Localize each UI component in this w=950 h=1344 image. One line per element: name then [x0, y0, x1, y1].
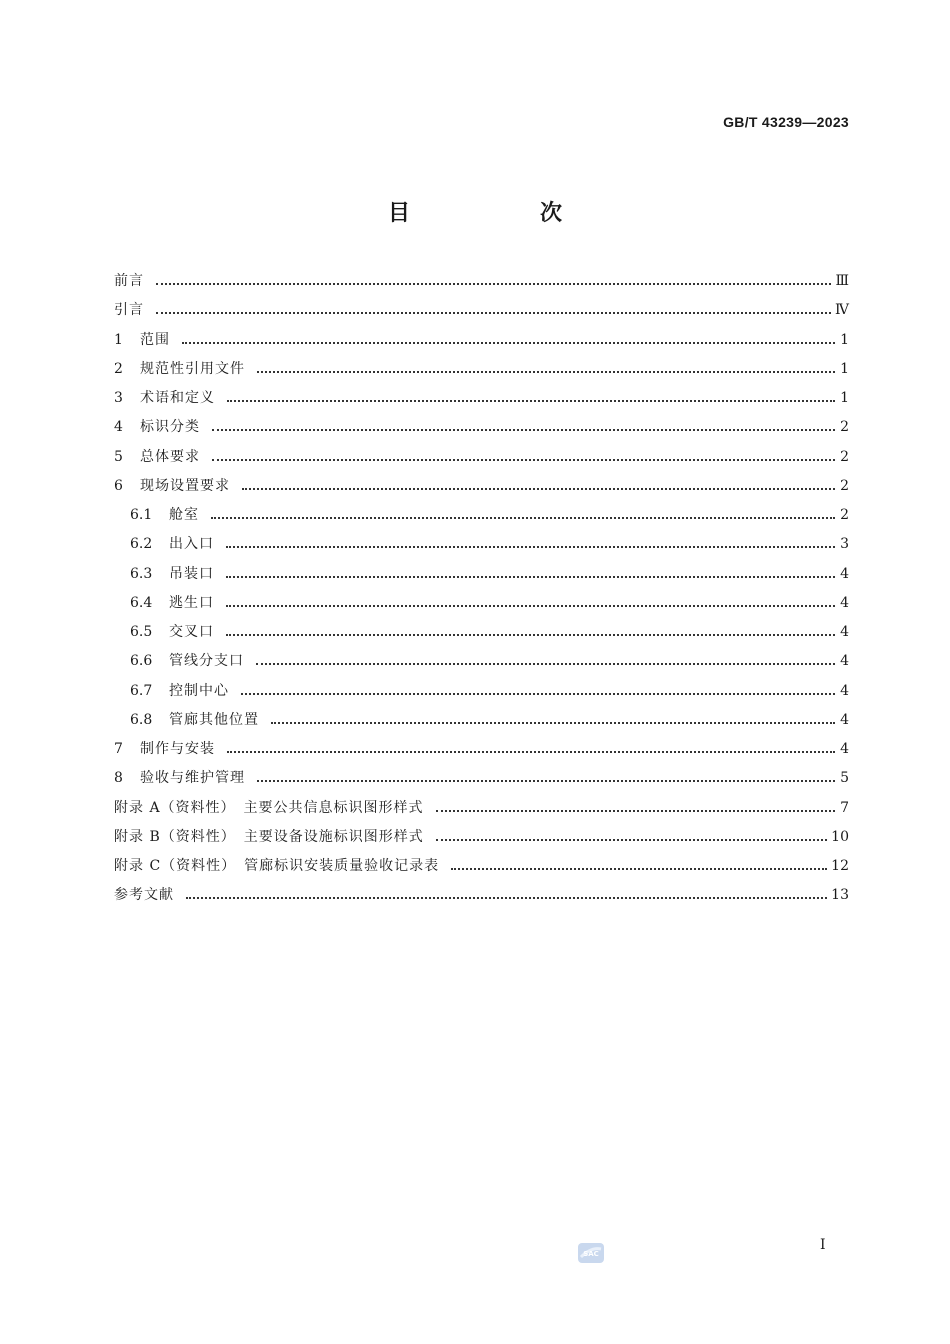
toc-entry-page: 1: [840, 331, 849, 348]
toc-entry-label: 验收与维护管理: [140, 770, 245, 787]
toc-entry-page: 1: [840, 360, 849, 377]
toc-dot-leader: [257, 779, 835, 782]
toc-entry-page: 4: [840, 653, 849, 670]
toc-entry-label: 控制中心: [169, 682, 229, 699]
toc-entry[interactable]: [114, 504, 849, 533]
toc-entry[interactable]: [114, 826, 849, 855]
toc-dot-leader: [436, 809, 835, 812]
toc-dot-leader: [451, 867, 827, 870]
toc-dot-leader: [156, 311, 831, 314]
toc-entry-label: 参考文献: [114, 887, 174, 904]
toc-entry-page: 2: [840, 448, 849, 465]
toc-dot-leader: [156, 282, 831, 285]
toc-entry[interactable]: [114, 416, 849, 445]
toc-entry-label: 附录 A（资料性） 主要公共信息标识图形样式: [114, 799, 424, 816]
toc-entry-label: 范围: [140, 331, 170, 348]
toc-dot-leader: [226, 633, 835, 636]
toc-entry[interactable]: [114, 855, 849, 884]
toc-entry[interactable]: [114, 680, 849, 709]
toc-entry-page: 2: [840, 477, 849, 494]
toc-dot-leader: [256, 662, 835, 665]
toc-entry-number: 6.8: [130, 711, 153, 728]
toc-dot-leader: [241, 692, 835, 695]
toc-entry-page: 2: [840, 507, 849, 523]
sac-logo-icon: [577, 1241, 605, 1265]
toc-entry-page: Ⅳ: [835, 302, 849, 319]
toc-entry-number: 5: [114, 448, 123, 465]
toc-entry-number: 6.1: [130, 507, 153, 523]
toc-entry-page: 4: [840, 711, 849, 728]
toc-entry[interactable]: [114, 797, 849, 826]
toc-dot-leader: [226, 604, 835, 607]
toc-entry-label: 总体要求: [140, 448, 200, 465]
toc-dot-leader: [186, 896, 827, 899]
svg-text:SAC: SAC: [583, 1250, 599, 1258]
toc-entry-number: 6.4: [130, 594, 153, 611]
toc-entry-label: 吊装口: [169, 565, 214, 582]
toc-entry-label: 附录 B（资料性） 主要设备设施标识图形样式: [114, 828, 424, 845]
toc-dot-leader: [226, 545, 835, 548]
toc-entry-label: 舱室: [169, 507, 199, 523]
toc-entry-number: 3: [114, 390, 123, 406]
toc-entry-page: 4: [840, 594, 849, 611]
toc-entry-label: 交叉口: [169, 624, 214, 640]
page-number: Ⅰ: [820, 1237, 826, 1253]
toc-entry-number: 6.3: [130, 565, 153, 582]
toc-entry[interactable]: [114, 738, 849, 767]
toc-entry[interactable]: [114, 329, 849, 358]
standard-code: GB/T 43239—2023: [723, 114, 849, 130]
toc-dot-leader: [212, 458, 835, 461]
toc-entry[interactable]: [114, 533, 849, 562]
toc-entry-label: 标识分类: [140, 419, 200, 436]
toc-entry[interactable]: [114, 592, 849, 621]
toc-entry-page: 4: [840, 682, 849, 699]
toc-entry-page: 5: [840, 770, 849, 787]
toc-entry[interactable]: [114, 621, 849, 650]
toc-entry-label: 管线分支口: [169, 653, 244, 670]
toc-entry-number: 6.7: [130, 682, 153, 699]
toc-entry-label: 现场设置要求: [140, 477, 230, 494]
toc-entry[interactable]: [114, 299, 849, 328]
toc-entry[interactable]: [114, 270, 849, 299]
toc-entry[interactable]: [114, 475, 849, 504]
toc-entry-label: 术语和定义: [140, 390, 215, 406]
toc-dot-leader: [242, 487, 835, 490]
toc-entry-number: 6.2: [130, 536, 153, 553]
toc-entry[interactable]: [114, 709, 849, 738]
toc-entry-page: 4: [840, 565, 849, 582]
toc-entry-page: 10: [831, 828, 849, 845]
toc-dot-leader: [271, 721, 835, 724]
page-title: 目 次: [387, 201, 616, 226]
toc-entry[interactable]: [114, 650, 849, 679]
toc-entry[interactable]: [114, 446, 849, 475]
toc-entry-page: 3: [840, 536, 849, 553]
toc-entry-page: 13: [831, 887, 849, 904]
toc-entry[interactable]: [114, 387, 849, 416]
toc-entry[interactable]: [114, 358, 849, 387]
toc-entry-page: 12: [831, 858, 849, 874]
toc-entry-page: 4: [840, 741, 849, 757]
toc-entry-page: Ⅲ: [835, 273, 849, 289]
toc-dot-leader: [226, 575, 835, 578]
toc-entry-label: 管廊其他位置: [169, 711, 259, 728]
toc-dot-leader: [212, 428, 835, 431]
table-of-contents: [114, 270, 849, 914]
toc-entry[interactable]: [114, 563, 849, 592]
toc-dot-leader: [182, 341, 835, 344]
toc-entry-page: 7: [840, 799, 849, 816]
toc-entry-number: 1: [114, 331, 123, 348]
toc-entry-label: 规范性引用文件: [140, 360, 245, 377]
toc-dot-leader: [227, 399, 835, 402]
toc-dot-leader: [227, 750, 835, 753]
toc-entry-page: 4: [840, 624, 849, 640]
toc-entry-label: 前言: [114, 273, 144, 289]
toc-entry-label: 出入口: [169, 536, 214, 553]
toc-dot-leader: [436, 838, 827, 841]
toc-dot-leader: [257, 370, 835, 373]
toc-entry-label: 附录 C（资料性） 管廊标识安装质量验收记录表: [114, 858, 440, 874]
toc-entry[interactable]: [114, 884, 849, 913]
toc-entry-label: 引言: [114, 302, 144, 319]
toc-dot-leader: [211, 516, 835, 519]
toc-entry-page: 2: [840, 419, 849, 436]
toc-entry-number: 7: [114, 741, 123, 757]
toc-entry-page: 1: [840, 390, 849, 406]
toc-entry-label: 制作与安装: [140, 741, 215, 757]
toc-entry-number: 2: [114, 360, 123, 377]
toc-entry-number: 6.5: [130, 624, 153, 640]
toc-entry-label: 逃生口: [169, 594, 214, 611]
toc-entry-number: 6: [114, 477, 123, 494]
toc-entry[interactable]: [114, 767, 849, 796]
toc-entry-number: 4: [114, 419, 123, 436]
toc-entry-number: 6.6: [130, 653, 153, 670]
toc-entry-number: 8: [114, 770, 123, 787]
